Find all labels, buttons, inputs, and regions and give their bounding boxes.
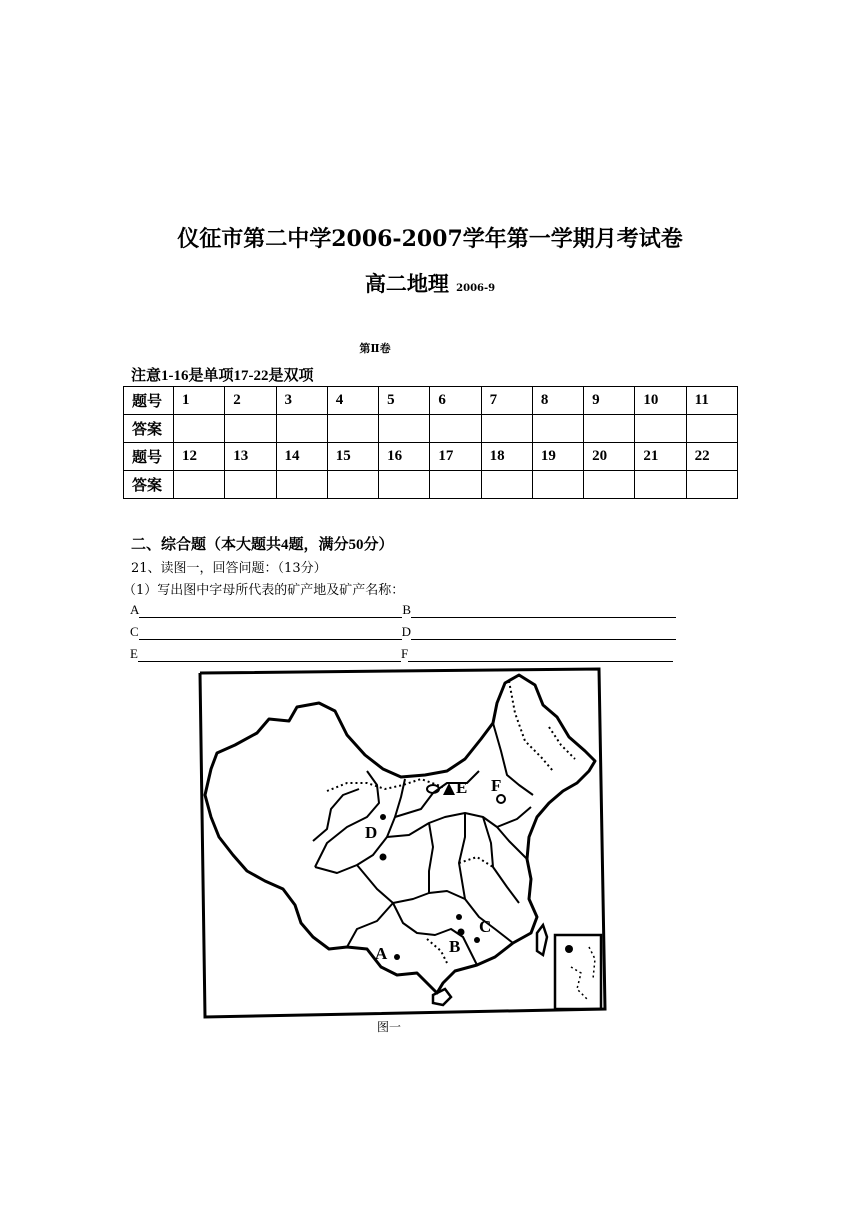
question-number: 11 xyxy=(686,387,737,415)
site-c-marker xyxy=(474,937,480,943)
province-boundaries xyxy=(313,723,533,965)
question-number: 7 xyxy=(481,387,532,415)
answer-cell[interactable] xyxy=(327,471,378,499)
answer-blank[interactable] xyxy=(408,647,673,662)
blank-row xyxy=(130,646,673,662)
question-number: 22 xyxy=(686,443,737,471)
question-21: 21、读图一，回答问题：（13分） xyxy=(131,561,327,576)
question-number: 6 xyxy=(430,387,481,415)
map-label-d: D xyxy=(365,823,378,842)
answer-cell[interactable] xyxy=(430,415,481,443)
question-number: 12 xyxy=(174,443,225,471)
question-number: 3 xyxy=(276,387,327,415)
answer-cell[interactable] xyxy=(686,471,737,499)
question-number: 19 xyxy=(532,443,583,471)
taiwan-island xyxy=(537,925,547,955)
site-d-marker xyxy=(380,814,386,820)
answer-cell[interactable] xyxy=(276,415,327,443)
question-number-header: 题号 xyxy=(124,387,174,415)
answer-header: 答案 xyxy=(124,415,174,443)
exam-subtitle xyxy=(0,268,860,298)
answer-cell[interactable] xyxy=(174,415,225,443)
answer-blank[interactable] xyxy=(411,625,676,640)
answer-note: 注意1-16是单项17-22是双项 xyxy=(131,368,314,384)
blank-label: A xyxy=(130,602,140,617)
exam-title: 仪征市第二中学2006-2007学年第一学期月考试卷 xyxy=(177,226,683,252)
question-number: 20 xyxy=(584,443,635,471)
map-label-a: A xyxy=(375,944,388,963)
site-b-marker-2 xyxy=(456,914,462,920)
volume-label: 第Ⅱ卷 xyxy=(359,342,391,355)
dotted-boundaries xyxy=(327,681,575,963)
answer-cell[interactable] xyxy=(635,471,686,499)
china-map-figure xyxy=(197,667,607,1019)
answer-cell[interactable] xyxy=(686,415,737,443)
question-number: 9 xyxy=(584,387,635,415)
map-label-e: E xyxy=(456,778,468,797)
question-number: 1 xyxy=(174,387,225,415)
answer-cell[interactable] xyxy=(430,471,481,499)
answer-cell[interactable] xyxy=(327,415,378,443)
answer-cell[interactable] xyxy=(532,415,583,443)
answer-cell[interactable] xyxy=(532,471,583,499)
question-number: 14 xyxy=(276,443,327,471)
answer-blank[interactable] xyxy=(411,603,676,618)
exam-date: 2006-9 xyxy=(456,283,496,294)
blank-row xyxy=(130,624,676,640)
blank-label: B xyxy=(402,602,412,617)
answer-cell[interactable] xyxy=(225,415,276,443)
answer-cell[interactable] xyxy=(584,471,635,499)
question-number: 16 xyxy=(379,443,430,471)
blank-label: D xyxy=(401,624,412,639)
table-row xyxy=(124,387,738,415)
map-label-c: C xyxy=(479,917,492,936)
figure-caption: 图一 xyxy=(377,1020,402,1034)
table-row xyxy=(124,443,738,471)
question-number: 18 xyxy=(481,443,532,471)
answer-cell[interactable] xyxy=(481,471,532,499)
answer-blank[interactable] xyxy=(139,603,402,618)
answer-cell[interactable] xyxy=(481,415,532,443)
question-number: 4 xyxy=(327,387,378,415)
blank-label: C xyxy=(130,624,139,639)
answer-cell[interactable] xyxy=(276,471,327,499)
question-number: 5 xyxy=(379,387,430,415)
question-number: 17 xyxy=(430,443,481,471)
answer-cell[interactable] xyxy=(379,471,430,499)
question-number: 21 xyxy=(635,443,686,471)
site-b-marker xyxy=(458,929,465,936)
answer-cell[interactable] xyxy=(379,415,430,443)
site-f-marker xyxy=(497,795,505,803)
map-frame xyxy=(200,669,605,1017)
map-label-f: F xyxy=(491,776,502,795)
map-label-b: B xyxy=(449,937,461,956)
subject-label: 高二地理 xyxy=(364,271,449,296)
answer-blank[interactable] xyxy=(139,625,402,640)
question-number: 8 xyxy=(532,387,583,415)
answer-cell[interactable] xyxy=(225,471,276,499)
section-heading: 二、综合题（本大题共4题，满分50分） xyxy=(131,537,394,553)
answer-table xyxy=(123,386,738,499)
question-number: 2 xyxy=(225,387,276,415)
question-21-part-1: （1）写出图中字母所代表的矿产地及矿产名称： xyxy=(123,583,405,598)
site-a-marker xyxy=(394,954,400,960)
answer-header: 答案 xyxy=(124,471,174,499)
question-number: 15 xyxy=(327,443,378,471)
question-number: 13 xyxy=(225,443,276,471)
table-row xyxy=(124,471,738,499)
question-number-header: 题号 xyxy=(124,443,174,471)
question-number: 10 xyxy=(635,387,686,415)
answer-blank[interactable] xyxy=(138,647,401,662)
answer-cell[interactable] xyxy=(584,415,635,443)
answer-cell[interactable] xyxy=(635,415,686,443)
blank-row xyxy=(130,602,676,618)
site-d-marker-2 xyxy=(380,854,387,861)
answer-cell[interactable] xyxy=(174,471,225,499)
blank-label: E xyxy=(130,646,138,661)
blank-label: F xyxy=(400,646,409,661)
table-row xyxy=(124,415,738,443)
